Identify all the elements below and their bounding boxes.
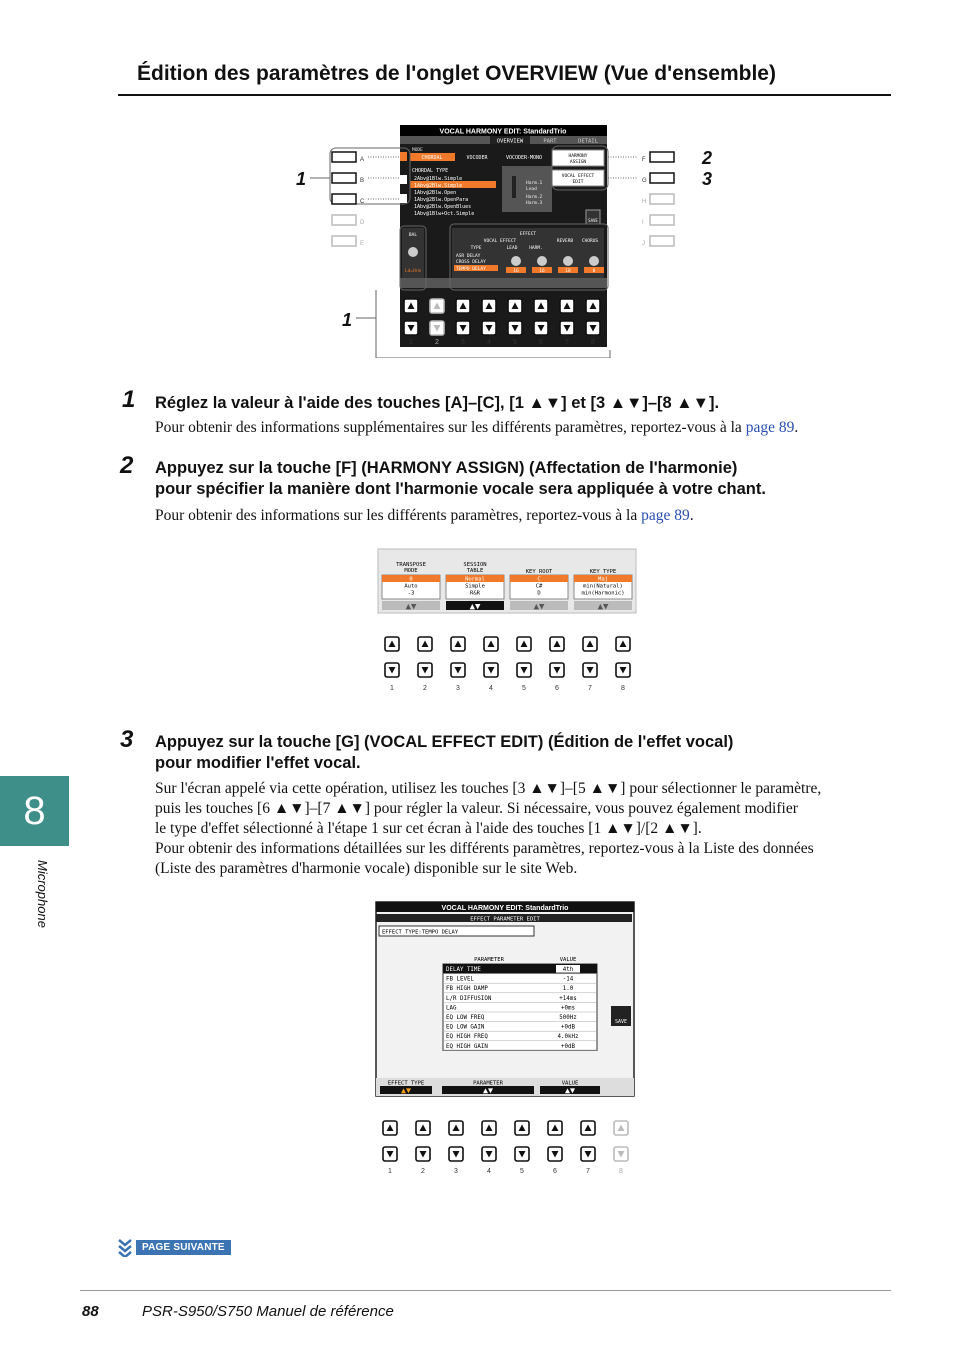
button-letter: F [642, 157, 646, 163]
arrow-label: ▲▼ [533, 602, 545, 611]
button-letter: D [360, 220, 365, 226]
button-number: 5 [513, 339, 517, 346]
down-button[interactable] [515, 1147, 529, 1161]
step-number: 2 [120, 452, 134, 479]
knob-value: 0 [592, 269, 596, 274]
button-number: 1 [390, 685, 394, 692]
down-button[interactable] [416, 1147, 430, 1161]
step-body-line: Pour obtenir des informations détaillées sur les différents paramètres, reportez-vous à la Liste des données [155, 840, 814, 857]
down-button[interactable] [614, 1147, 628, 1161]
step-body-line: puis les touches [6 ▲▼]–[7 ▲▼] pour régler la valeur. Si nécessaire, vous pouvez également modifier [155, 800, 798, 817]
button-letter: C [360, 199, 365, 205]
knob-value: 18 [565, 269, 571, 274]
down-button[interactable] [548, 1147, 562, 1161]
arrow-label: ▲▼ [597, 602, 609, 611]
up-button[interactable] [416, 1121, 430, 1135]
lcd-title: VOCAL HARMONY EDIT: StandardTrio [441, 905, 569, 912]
up-button[interactable] [484, 637, 498, 651]
step-body [155, 506, 694, 527]
effect-col: HARM. [529, 246, 543, 251]
up-button[interactable] [451, 637, 465, 651]
callout-number: 1 [296, 169, 307, 189]
tab-detail: DETAIL [578, 138, 598, 145]
tab-overview: OVERVIEW [496, 138, 524, 145]
column-item: min(Natural) [583, 583, 623, 590]
button-number: 5 [522, 685, 526, 692]
step-number: 3 [120, 726, 134, 753]
down-button[interactable] [586, 321, 600, 335]
up-button[interactable] [456, 299, 470, 313]
button-number: 8 [621, 685, 625, 692]
down-button[interactable] [616, 663, 630, 677]
down-button[interactable] [517, 663, 531, 677]
column-item: Normal [465, 576, 485, 583]
up-button[interactable] [430, 299, 444, 313]
body-punct: . [689, 507, 694, 524]
up-button[interactable] [616, 637, 630, 651]
parameter-value: +14ms [559, 995, 577, 1002]
button-number: 3 [454, 1168, 458, 1175]
down-button[interactable] [550, 663, 564, 677]
up-button[interactable] [404, 299, 418, 313]
button-number: 6 [553, 1168, 557, 1175]
parameter-value: 500Hz [559, 1015, 577, 1021]
lcd-subtitle: EFFECT PARAMETER EDIT [470, 916, 540, 923]
next-page-label: PAGE SUIVANTE [136, 1240, 231, 1255]
button-number: 7 [586, 1168, 590, 1175]
effect-label: EFFECT [519, 232, 537, 237]
button-number: 2 [435, 339, 439, 346]
up-button[interactable] [534, 299, 548, 313]
parameter-value: +0ms [561, 1005, 575, 1012]
svg-text:EFFECT TYPE: EFFECT TYPE [387, 1080, 425, 1087]
up-button[interactable] [385, 637, 399, 651]
svg-text:▲▼: ▲▼ [483, 1086, 493, 1095]
svg-text:VALUE: VALUE [561, 1080, 579, 1087]
button-number: 3 [456, 685, 460, 692]
callout-number: 2 [702, 148, 713, 168]
parameter-value: 4th [562, 967, 574, 973]
lcd-title: VOCAL HARMONY EDIT: StandardTrio [439, 128, 567, 136]
chapter-tab: 8 [0, 776, 69, 846]
column-label: KEY TYPE [589, 569, 617, 575]
callout-number: 1 [342, 310, 353, 330]
parameter-name: EQ LOW GAIN [446, 1024, 485, 1031]
bottom-label [380, 1081, 432, 1095]
column-header: PARAMETER [474, 957, 504, 963]
column-label: TRANSPOSE [396, 562, 426, 568]
up-button[interactable] [383, 1121, 397, 1135]
column-item: 0 [409, 576, 413, 583]
column-label: TABLE [466, 568, 484, 574]
step-body-line: le type d'effet sélectionné à l'étape 1 sur cet écran à l'aide des touches [1 ▲▼]/[2 ▲▼]. [155, 820, 702, 837]
down-button[interactable] [583, 663, 597, 677]
button-letter: I [642, 220, 644, 226]
button-letter: J [642, 241, 645, 247]
callout-number: 3 [702, 169, 713, 189]
down-button[interactable] [418, 663, 432, 677]
effect-col: LEAD [506, 246, 518, 251]
chordal-type-item: 1Abv@1Blw+Oct.Simple [414, 211, 475, 217]
figure-harmony-assign [376, 547, 638, 697]
knob-value: 16 [513, 269, 519, 274]
button-number: 7 [565, 339, 569, 346]
svg-text:▲▼: ▲▼ [401, 1086, 411, 1095]
svg-text:▲▼: ▲▼ [565, 1086, 575, 1095]
mode-vocoder-mono: VOCODER-MONO [505, 155, 543, 161]
effect-col: TYPE [470, 246, 482, 251]
column-item: Simple [465, 583, 485, 590]
column-item: min(Harmonic) [581, 590, 625, 597]
down-button[interactable] [482, 321, 496, 335]
step-heading: pour modifier l'effet vocal. [155, 754, 361, 772]
param-column [574, 569, 632, 611]
svg-text:HARMONY: HARMONY [568, 154, 588, 159]
parameter-name: EQ HIGH GAIN [446, 1043, 488, 1050]
chordal-type-item: 1Abv@2Blw.OpenBlues [414, 204, 472, 210]
parameter-name: FB LEVEL [446, 976, 474, 983]
bal-value: Ld=Hrm [404, 269, 422, 274]
knob-value: 16 [539, 269, 545, 274]
footer-rule [80, 1290, 891, 1291]
page-link[interactable]: page 89 [641, 507, 690, 524]
save-label: SAVE [614, 1019, 628, 1025]
up-button[interactable] [614, 1121, 628, 1135]
up-button[interactable] [550, 637, 564, 651]
tab-part: PART [543, 138, 557, 145]
title-rule [118, 94, 891, 96]
svg-text:EDIT: EDIT [572, 180, 584, 185]
step-heading: pour spécifier la manière dont l'harmonie vocale sera appliquée à votre chant. [155, 480, 766, 498]
column-item: Maj [598, 576, 608, 583]
button-number: 1 [388, 1168, 392, 1175]
column-label: SESSION [463, 562, 487, 568]
figure-effect-parameter-edit [374, 900, 638, 1180]
parameter-name: EQ HIGH FREQ [446, 1034, 488, 1041]
down-button[interactable] [430, 321, 444, 335]
page-title: Édition des paramètres de l'onglet OVERVIEW (Vue d'ensemble) [137, 62, 776, 85]
bal-label: BAL [408, 233, 418, 238]
step-heading: Réglez la valeur à l'aide des touches [A]–[C], [1 ▲▼] et [3 ▲▼]–[8 ▲▼]. [155, 394, 720, 412]
up-button[interactable] [581, 1121, 595, 1135]
button-letter: A [360, 157, 365, 163]
parameter-name: FB HIGH DAMP [446, 986, 488, 993]
button-number: 6 [555, 685, 559, 692]
up-button[interactable] [418, 637, 432, 651]
button-number: 1 [409, 339, 413, 346]
parameter-name: EQ LOW FREQ [446, 1015, 485, 1021]
button-number: 6 [539, 339, 543, 346]
up-button[interactable] [517, 637, 531, 651]
button-number: 8 [591, 339, 595, 346]
figure-overview-screen [290, 118, 730, 358]
arrow-label: ▲▼ [405, 602, 417, 611]
button-letter: H [642, 199, 647, 205]
reverb-label: REVERB [556, 239, 574, 244]
down-button[interactable] [581, 1147, 595, 1161]
parameter-name: L/R DIFFUSION [446, 995, 492, 1002]
parameter-row[interactable] [443, 964, 597, 974]
step-heading: Appuyez sur la touche [G] (VOCAL EFFECT EDIT) (Édition de l'effet vocal) [155, 733, 734, 751]
left-buttons [332, 152, 365, 247]
up-button[interactable] [548, 1121, 562, 1135]
up-button[interactable] [583, 637, 597, 651]
next-page-badge[interactable] [118, 1237, 231, 1257]
body-punct: . [794, 419, 799, 436]
mode-chordal: CHORDAL [421, 155, 443, 161]
chordal-type-item: 2Abv@1Blw.Simple [414, 176, 463, 182]
button-number: 4 [489, 685, 493, 692]
down-button[interactable] [560, 321, 574, 335]
vocal-effect-label: VOCAL EFFECT [483, 239, 517, 244]
mode-vocoder: VOCODER [466, 155, 488, 161]
param-column [510, 569, 568, 611]
effect-type: TEMPO DELAY [456, 267, 486, 272]
button-number: 7 [588, 685, 592, 692]
step-heading: Appuyez sur la touche [F] (HARMONY ASSIGN) (Affectation de l'harmonie) [155, 459, 738, 477]
manual-title: PSR-S950/S750 Manuel de référence [142, 1303, 394, 1320]
up-button[interactable] [586, 299, 600, 313]
harm-label: Harm.3 [526, 201, 543, 206]
body-text: Pour obtenir des informations supplémentaires sur les différents paramètres, reportez-vous à la [155, 419, 746, 436]
up-button[interactable] [508, 299, 522, 313]
up-button[interactable] [482, 1121, 496, 1135]
page-link[interactable]: page 89 [745, 419, 795, 436]
svg-text:PARAMETER: PARAMETER [473, 1080, 503, 1087]
chordal-type-item: 1Abv@2Blw.Simple [414, 183, 463, 189]
effect-type: CROSS DELAY [456, 260, 486, 265]
up-button[interactable] [515, 1121, 529, 1135]
up-button[interactable] [560, 299, 574, 313]
column-label: MODE [404, 568, 418, 574]
step-body-line: Sur l'écran appelé via cette opération, utilisez les touches [3 ▲▼]–[5 ▲▼] pour sélectionner le paramètre, [155, 780, 822, 797]
mode-label: MODE [412, 148, 423, 153]
chorus-label: CHORUS [581, 239, 599, 244]
chordal-type-item: 1Abv@2Blw.Open [414, 190, 457, 196]
button-number: 2 [421, 1168, 425, 1175]
column-item: C [537, 576, 541, 583]
button-number: 5 [520, 1168, 524, 1175]
page-number: 88 [82, 1303, 99, 1320]
down-button[interactable] [383, 1147, 397, 1161]
chapter-label: Microphone [35, 860, 50, 928]
step-body-line: (Liste des paramètres d'harmonie vocale) disponible sur le site Web. [155, 860, 578, 877]
down-button[interactable] [449, 1147, 463, 1161]
save-label: SAVE [588, 218, 598, 223]
column-item: C# [535, 583, 543, 590]
double-chevron-down-icon [118, 1237, 132, 1257]
down-button[interactable] [534, 321, 548, 335]
button-letter: G [642, 178, 647, 184]
button-number: 4 [487, 339, 491, 346]
down-button[interactable] [508, 321, 522, 335]
button-letter: B [360, 178, 365, 184]
effect-type-field: EFFECT TYPE:TEMPO DELAY [382, 929, 459, 936]
harm-label: Harm.1 [526, 181, 543, 186]
button-number: 4 [487, 1168, 491, 1175]
down-button[interactable] [484, 663, 498, 677]
chordal-type-item: 1Abv@2Blw.OpenPara [414, 197, 469, 203]
column-item: R&R [470, 590, 480, 597]
button-number: 2 [423, 685, 427, 692]
svg-text:ASSIGN: ASSIGN [569, 160, 587, 165]
down-button[interactable] [482, 1147, 496, 1161]
down-button[interactable] [451, 663, 465, 677]
svg-text:VOCAL EFFECT: VOCAL EFFECT [561, 174, 595, 179]
harm-label: Harm.2 [526, 195, 543, 200]
step-body [155, 418, 798, 439]
up-button[interactable] [449, 1121, 463, 1135]
parameter-name: LAG [446, 1005, 457, 1012]
column-item: Auto [404, 583, 418, 590]
arrow-label: ▲▼ [469, 602, 481, 611]
parameter-name: DELAY TIME [446, 967, 481, 973]
column-header: VALUE [559, 957, 577, 963]
effect-type: ASR DELAY [456, 254, 481, 259]
down-button[interactable] [456, 321, 470, 335]
column-label: KEY ROOT [525, 569, 553, 575]
button-number: 8 [619, 1168, 623, 1175]
button-letter: E [360, 241, 365, 247]
harm-label: Lead [526, 187, 537, 192]
chordal-type-label: CHORDAL TYPE [412, 168, 449, 174]
down-button[interactable] [404, 321, 418, 335]
parameter-value: 1.0 [562, 986, 574, 993]
column-item: -3 [407, 590, 415, 597]
button-number: 3 [461, 339, 465, 346]
down-button[interactable] [385, 663, 399, 677]
parameter-value: +0dB [561, 1043, 575, 1050]
parameter-value: -14 [562, 976, 574, 983]
step-number: 1 [122, 386, 136, 413]
body-text: Pour obtenir des informations sur les différents paramètres, reportez-vous à la [155, 507, 642, 524]
up-button[interactable] [482, 299, 496, 313]
parameter-value: +0dB [561, 1024, 575, 1031]
column-item: D [537, 590, 541, 597]
parameter-value: 4.0kHz [557, 1034, 579, 1041]
